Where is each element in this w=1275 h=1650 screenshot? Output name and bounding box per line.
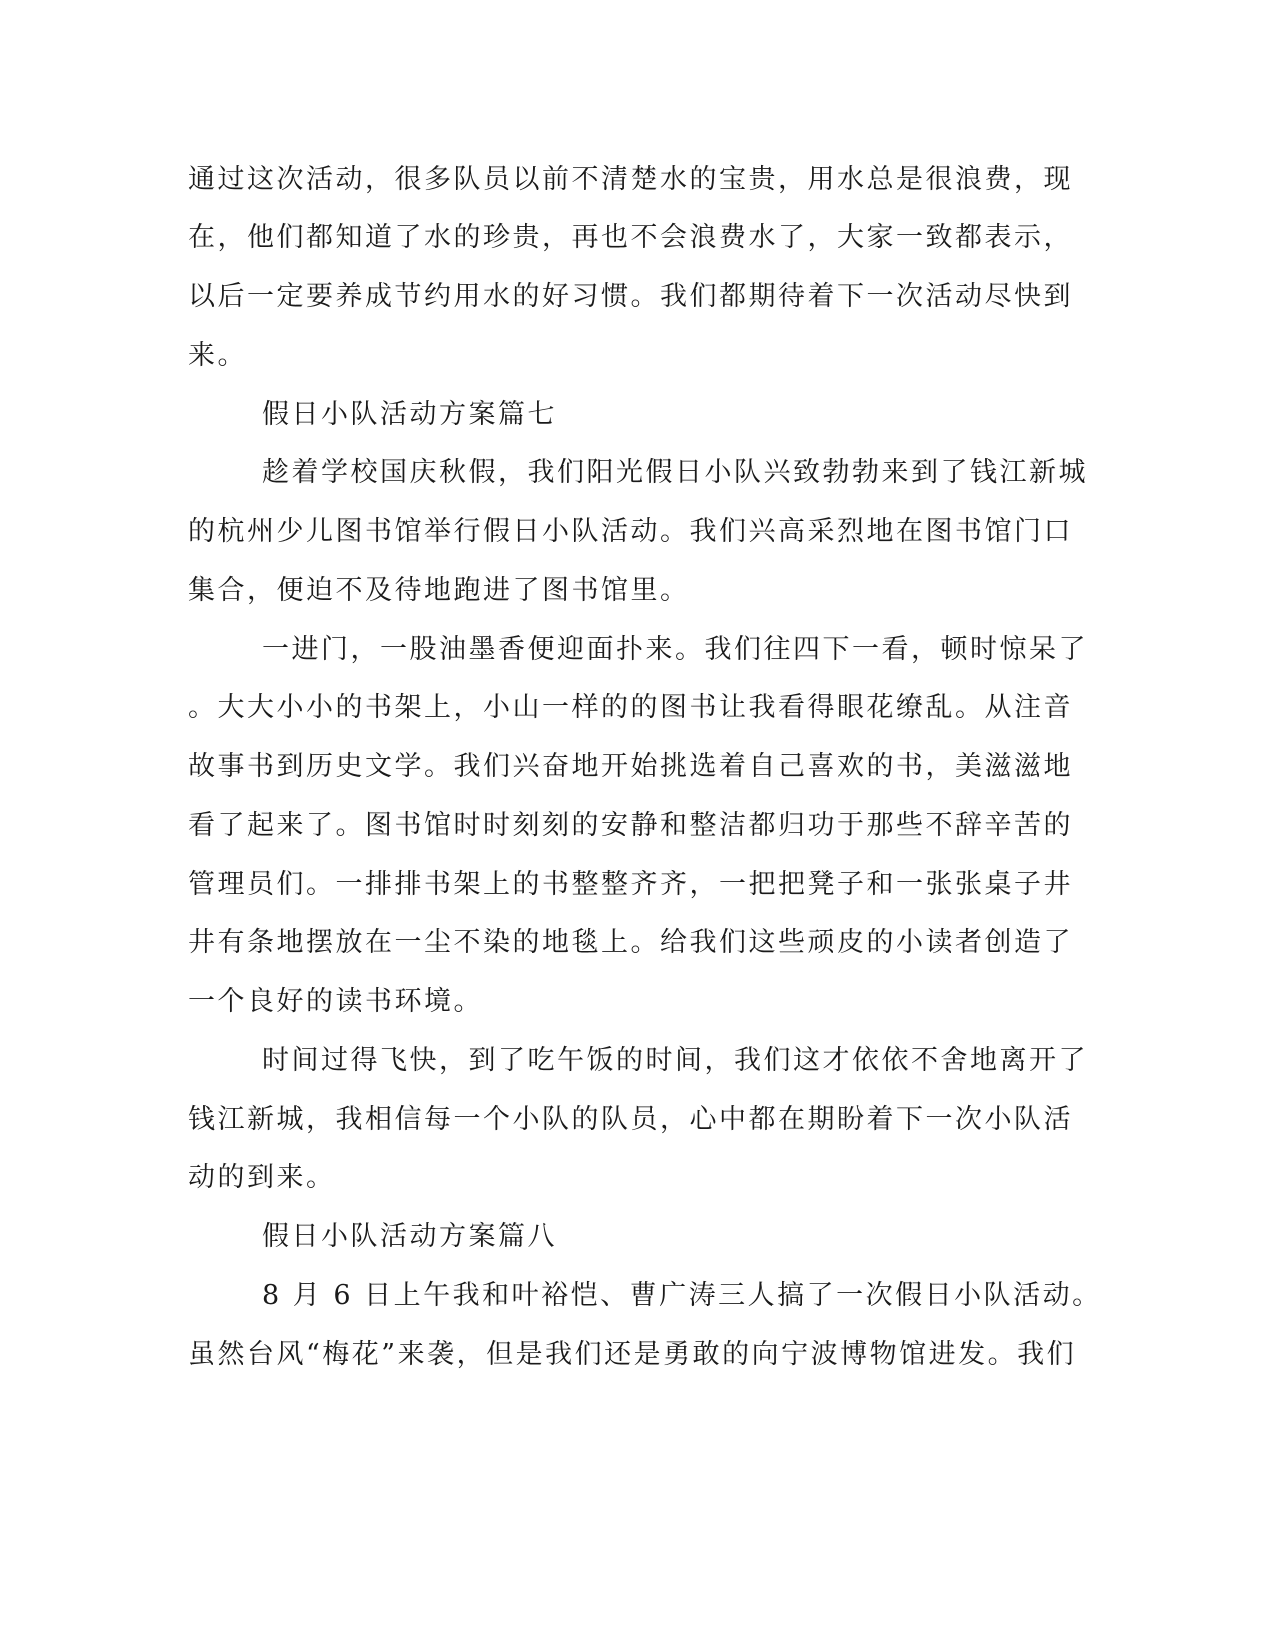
body-text-line: 故事书到历史文学。我们兴奋地开始挑选着自己喜欢的书，美滋滋地 bbox=[188, 751, 1073, 782]
body-text-line: 管理员们。一排排书架上的书整整齐齐，一把把凳子和一张张桌子井 bbox=[188, 869, 1073, 900]
body-text-line: 来。 bbox=[188, 340, 247, 371]
body-text-line: 以后一定要养成节约用水的好习惯。我们都期待着下一次活动尽快到 bbox=[188, 281, 1073, 312]
body-text-line: 井有条地摆放在一尘不染的地毯上。给我们这些顽皮的小读者创造了 bbox=[188, 927, 1073, 958]
body-text-line: 在，他们都知道了水的珍贵，再也不会浪费水了，大家一致都表示， bbox=[188, 222, 1073, 253]
paragraph-first-line: 一进门，一股油墨香便迎面扑来。我们往四下一看，顿时惊呆了 bbox=[262, 634, 1088, 665]
section-heading-eight: 假日小队活动方案篇八 bbox=[262, 1221, 557, 1252]
paragraph-first-line: 时间过得飞快，到了吃午饭的时间，我们这才依依不舍地离开了 bbox=[262, 1045, 1088, 1076]
body-text-line: 。大大小小的书架上，小山一样的的图书让我看得眼花缭乱。从注音 bbox=[188, 692, 1073, 723]
body-text-line: 钱江新城，我相信每一个小队的队员，心中都在期盼着下一次小队活 bbox=[188, 1104, 1073, 1135]
body-text-line: 一个良好的读书环境。 bbox=[188, 986, 483, 1017]
body-text-line: 虽然台风“梅花”来袭，但是我们还是勇敢的向宁波博物馆进发。我们 bbox=[188, 1339, 1077, 1370]
paragraph-first-line: 8 月 6 日上午我和叶裕恺、曹广涛三人搞了一次假日小队活动。 bbox=[262, 1280, 1102, 1311]
body-text-line: 动的到来。 bbox=[188, 1162, 336, 1193]
body-text-line: 看了起来了。图书馆时时刻刻的安静和整洁都归功于那些不辞辛苦的 bbox=[188, 810, 1073, 841]
body-text-line: 的杭州少儿图书馆举行假日小队活动。我们兴高采烈地在图书馆门口 bbox=[188, 516, 1073, 547]
body-text-line: 集合，便迫不及待地跑进了图书馆里。 bbox=[188, 575, 690, 606]
section-heading-seven: 假日小队活动方案篇七 bbox=[262, 399, 557, 430]
body-text-line: 通过这次活动，很多队员以前不清楚水的宝贵，用水总是很浪费，现 bbox=[188, 164, 1073, 195]
paragraph-first-line: 趁着学校国庆秋假，我们阳光假日小队兴致勃勃来到了钱江新城 bbox=[262, 457, 1088, 488]
